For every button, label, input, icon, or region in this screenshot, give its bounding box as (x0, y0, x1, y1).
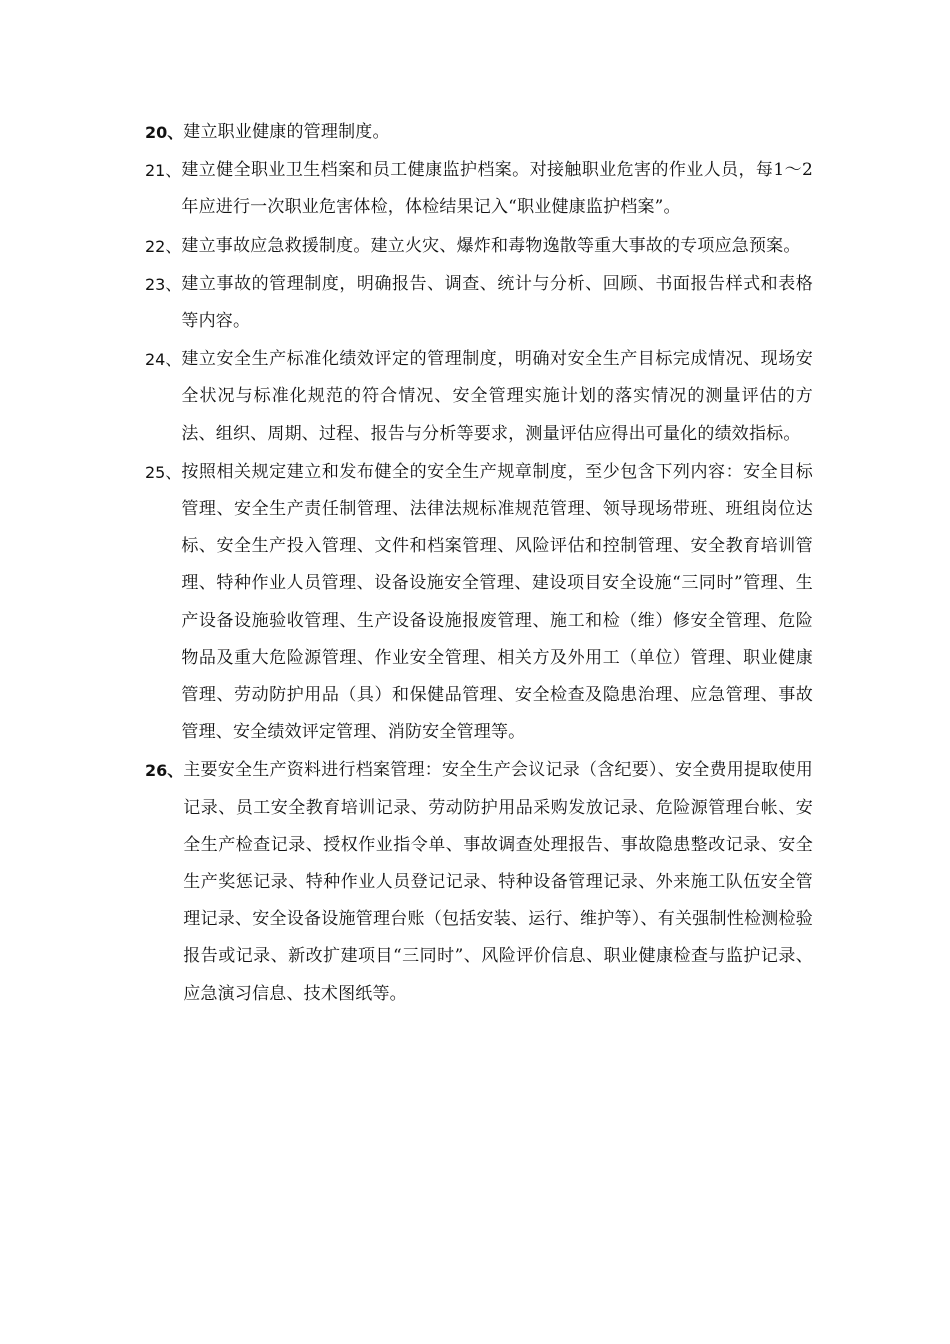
list-item (145, 114, 813, 151)
list-item (145, 752, 813, 1012)
item-text: 建立安全生产标准化绩效评定的管理制度，明确对安全生产目标完成情况、现场安全状况与标准化规范的符合情况、安全管理实施计划的落实情况的测量评估的方法、组织、周期、过程、报告与分析等要求，测量评估应得出可量化的绩效指标。 (181, 349, 813, 444)
item-text: 按照相关规定建立和发布健全的安全生产规章制度，至少包含下列内容：安全目标管理、安全生产责任制管理、法律法规标准规范管理、领导现场带班、班组岗位达标、安全生产投入管理、文件和档案管理、风险评估和控制管理、安全教育培训管理、特种作业人员管理、设备设施安全管理、建设项目安全设施“三同时”管理、生产设备设施验收管理、生产设备设施报废管理、施工和检（维）修安全管理、危险物品及重大危险源管理、作业安全管理、相关方及外用工（单位）管理、职业健康管理、劳动防护用品（具）和保健品管理、安全检查及隐患治理、应急管理、事故管理、安全绩效评定管理、消防安全管理等。 (181, 461, 813, 743)
item-number: 23、 (145, 274, 182, 294)
item-text: 建立事故的管理制度，明确报告、调查、统计与分析、回顾、书面报告样式和表格等内容。 (181, 273, 813, 332)
item-text: 主要安全生产资料进行档案管理：安全生产会议记录（含纪要）、安全费用提取使用记录、员工安全教育培训记录、劳动防护用品采购发放记录、危险源管理台帐、安全生产检查记录、授权作业指令单、事故调查处理报告、事故隐患整改记录、安全生产奖惩记录、特种作业人员登记记录、特种设备管理记录、外来施工队伍安全管理记录、安全设备设施管理台账（包括安装、运行、维护等）、有关强制性检测检验报告或记录、新改扩建项目“三同时”、风险评价信息、职业健康检查与监护记录、应急演习信息、技术图纸等。 (183, 760, 813, 1004)
list-item (145, 266, 813, 340)
item-text: 建立职业健康的管理制度。 (183, 122, 390, 142)
list-item (145, 341, 813, 453)
list-item (145, 228, 813, 265)
item-number: 22、 (145, 236, 182, 256)
item-text: 建立健全职业卫生档案和员工健康监护档案。对接触职业危害的作业人员，每1～2年应进行一次职业危害体检，体检结果记入“职业健康监护档案”。 (181, 160, 813, 218)
item-text: 建立事故应急救援制度。建立火灾、爆炸和毒物逸散等重大事故的专项应急预案。 (181, 235, 801, 256)
item-number: 26、 (145, 761, 184, 781)
item-number: 20、 (145, 123, 184, 142)
item-number: 21、 (145, 161, 182, 181)
document-body (145, 114, 813, 1014)
list-item (145, 152, 813, 226)
list-item (145, 454, 813, 752)
item-number: 24、 (145, 350, 182, 370)
item-number: 25、 (145, 462, 182, 482)
